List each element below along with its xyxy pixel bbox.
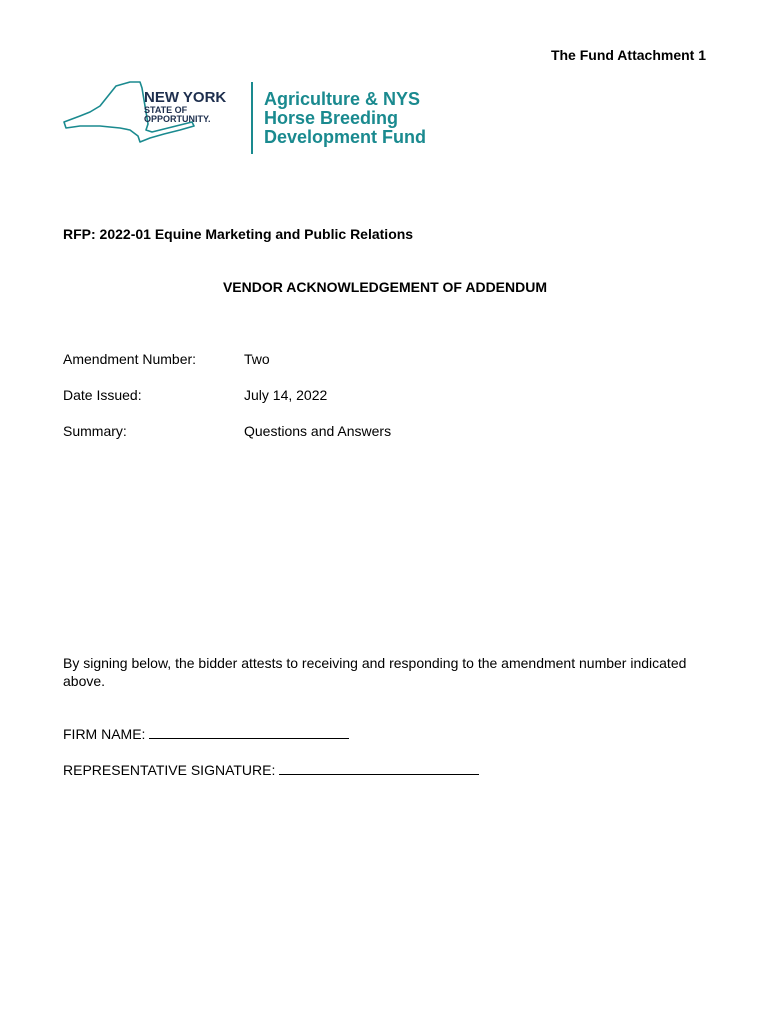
attestation-text: By signing below, the bidder attests to receiving and responding to the amendment number indicated above. [63,655,687,689]
signature-blank[interactable] [279,762,479,775]
logo-agency-line1: Agriculture & NYS [264,89,421,109]
detail-label: Date Issued: [63,387,142,403]
logo-agency-line2: Horse Breeding [264,108,399,128]
logo-state-line3: OPPORTUNITY. [144,114,211,124]
detail-value: Questions and Answers [244,423,392,439]
firm-name-blank[interactable] [149,726,349,739]
detail-value: Two [244,351,270,367]
signature-label: REPRESENTATIVE SIGNATURE: [63,762,276,778]
logo-state-line1: NEW YORK [144,89,227,106]
logo-state-line2: STATE OF [144,105,188,115]
document-heading: VENDOR ACKNOWLEDGEMENT OF ADDENDUM [222,279,548,295]
logo-agency-line3: Development Fund [264,127,427,147]
firm-name-label: FIRM NAME: [63,726,146,742]
attachment-label: The Fund Attachment 1 [550,47,706,63]
signature-field [63,762,479,778]
new-york-state-logo-icon [60,78,460,158]
detail-label: Summary: [63,423,127,439]
agency-logo [60,78,460,158]
firm-name-field [63,726,349,742]
detail-label: Amendment Number: [63,351,197,367]
detail-value: July 14, 2022 [244,387,328,403]
rfp-title: RFP: 2022-01 Equine Marketing and Public Relations [63,226,414,242]
